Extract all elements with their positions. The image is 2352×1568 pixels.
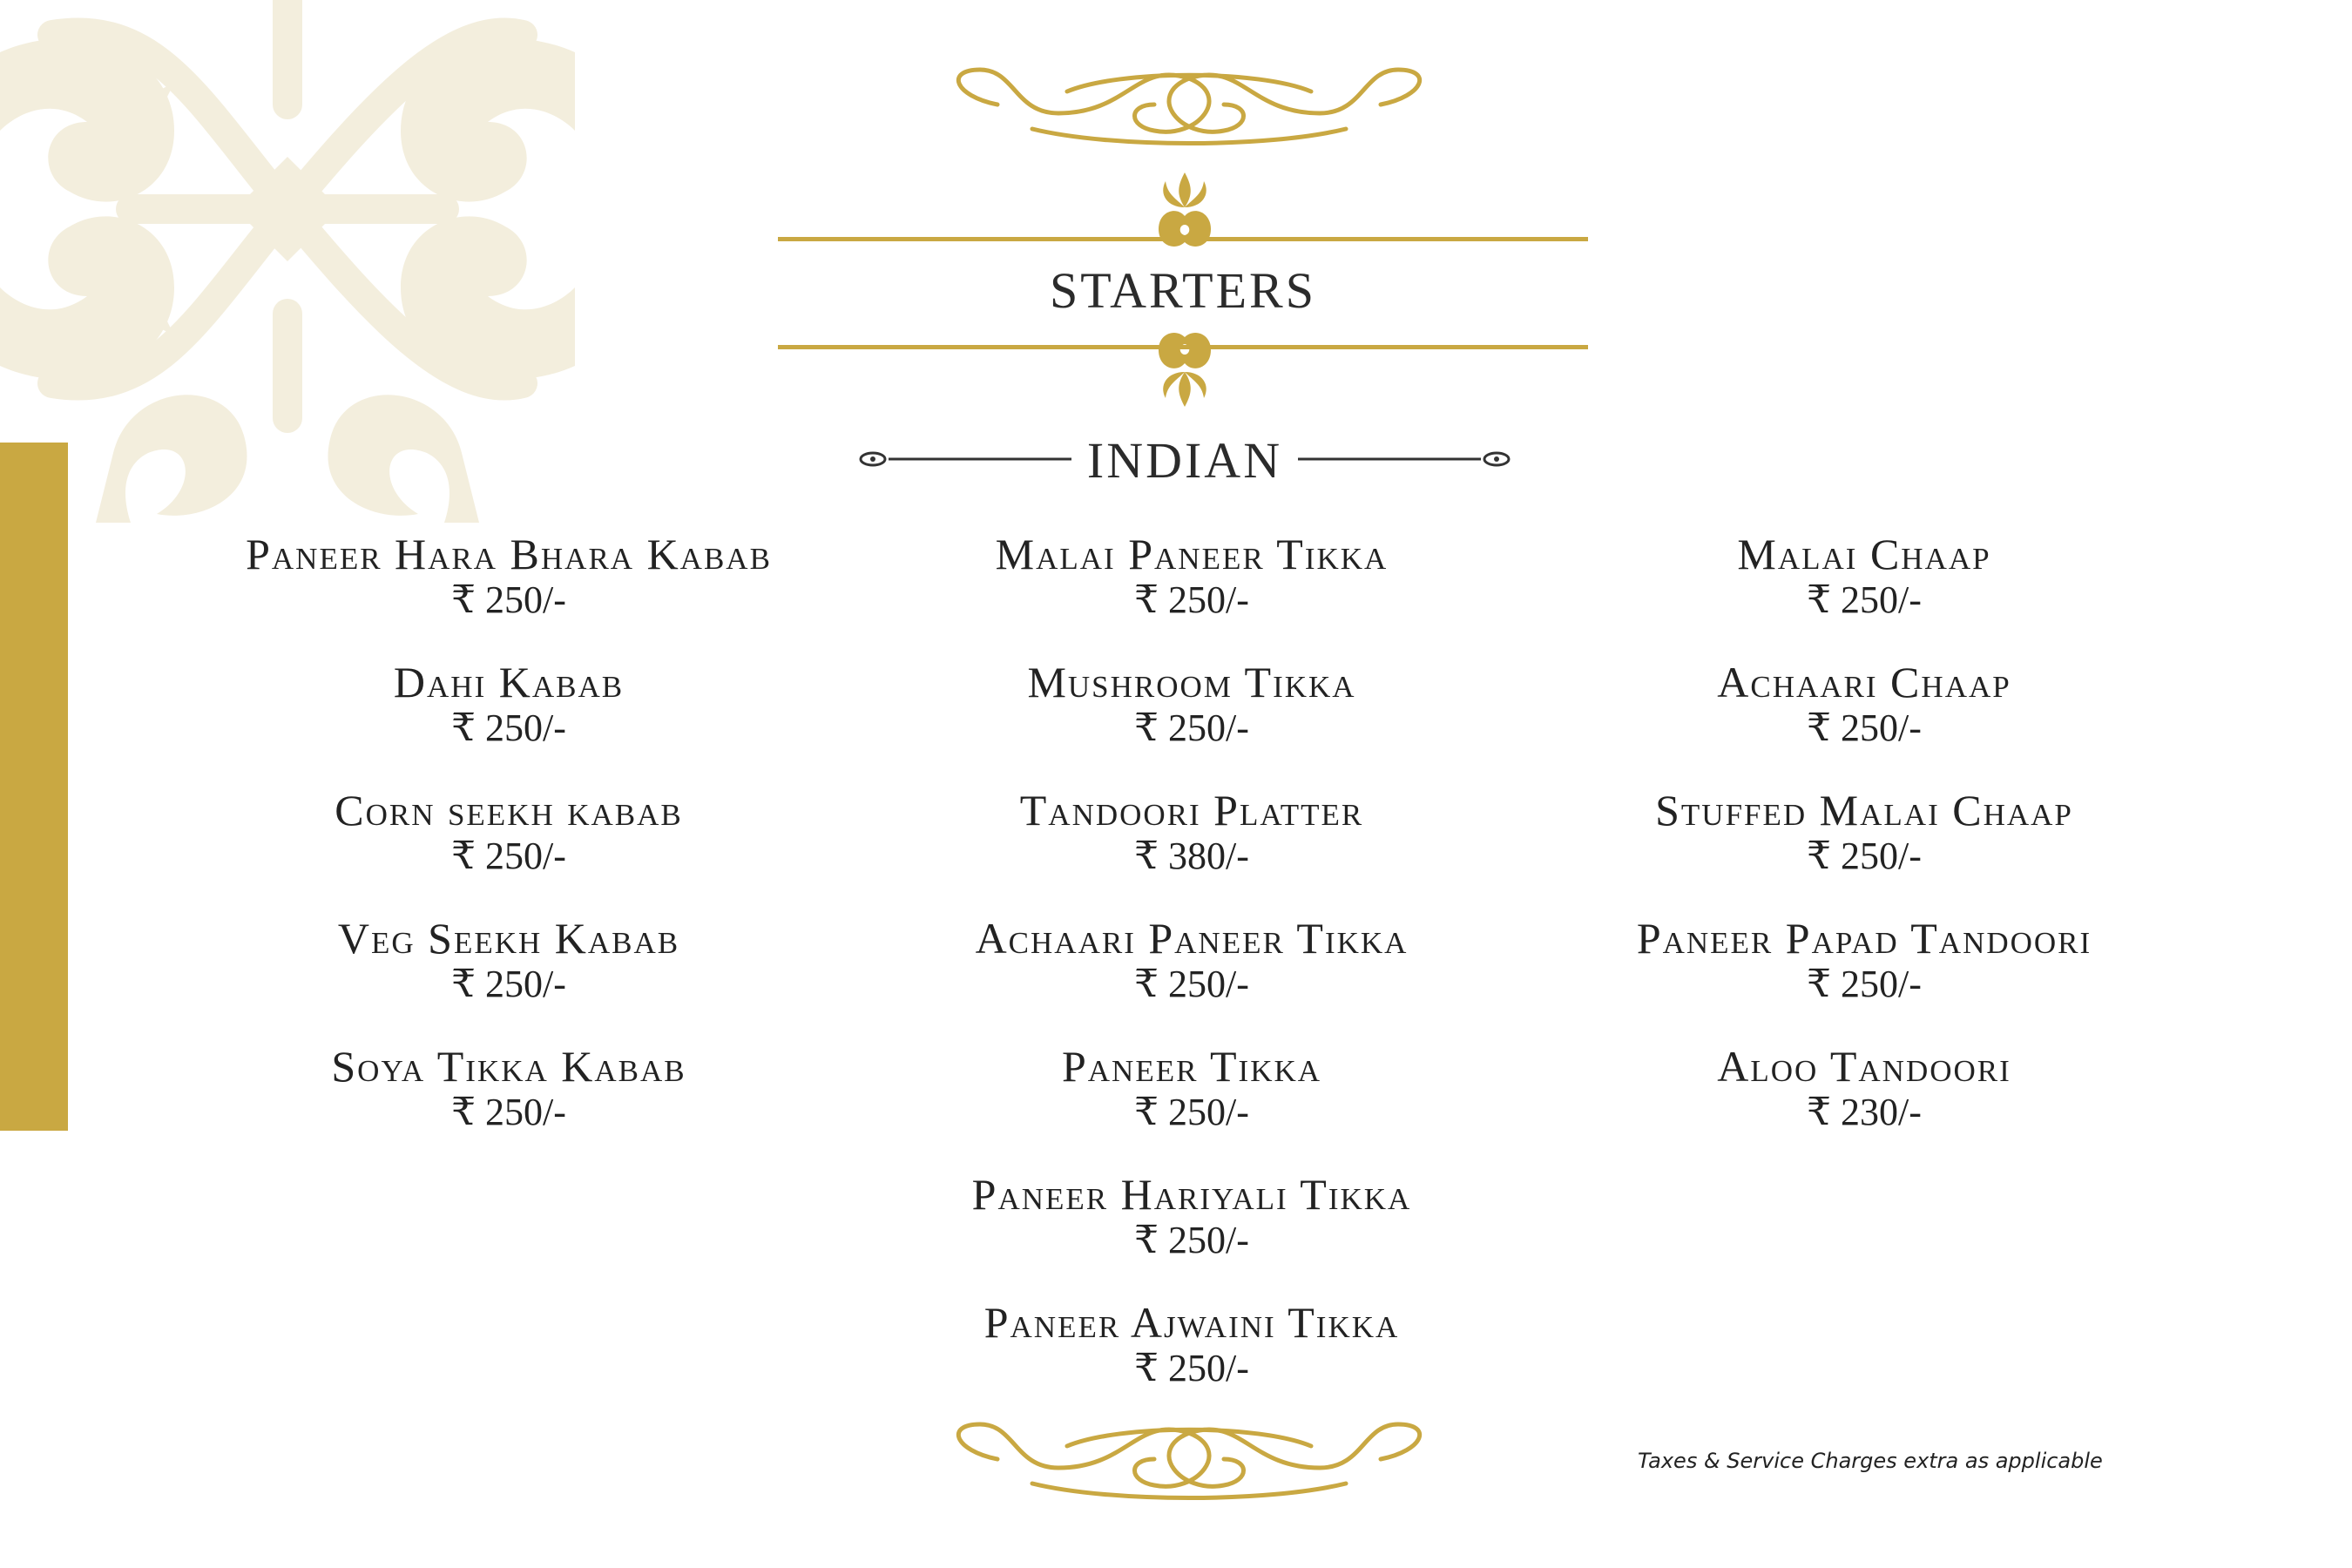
item-name: Dahi Kabab [393,658,625,706]
menu-column-3 [1516,530,2213,1170]
item-name: Tandoori Platter [1019,786,1364,835]
item-name: Veg Seekh Kabab [337,914,680,963]
item-price: ₹ 250/- [1134,1347,1249,1389]
menu-item [1516,786,2213,914]
item-price: ₹ 250/- [1134,1219,1249,1261]
item-price: ₹ 230/- [1807,1091,1922,1133]
subtitle-divider-left [854,442,1080,476]
menu-item [843,530,1540,658]
item-price: ₹ 250/- [451,835,566,877]
menu-item [843,1170,1540,1298]
menu-item [1516,530,2213,658]
menu-column-2 [843,530,1540,1426]
item-name: Aloo Tandoori [1717,1042,2011,1091]
item-name: Paneer Hariyali Tikka [971,1170,1412,1219]
item-price: ₹ 250/- [451,706,566,749]
menu-item [160,914,857,1042]
menu-item [843,658,1540,786]
item-price: ₹ 250/- [451,578,566,621]
menu-item [160,658,857,786]
menu-item [1516,658,2213,786]
item-price: ₹ 380/- [1134,835,1249,877]
menu-item [1516,914,2213,1042]
item-name: Malai Paneer Tikka [995,530,1389,578]
footer-note: Taxes & Service Charges extra as applicable [1638,1449,2103,1473]
item-price: ₹ 250/- [1134,1091,1249,1133]
item-price: ₹ 250/- [1807,706,1922,749]
subsection-title: INDIAN [1086,432,1283,489]
item-name: Paneer Papad Tandoori [1636,914,2092,963]
item-name: Soya Tikka Kabab [331,1042,686,1091]
top-flourish-ornament [936,52,1442,157]
subtitle-divider-right [1289,442,1516,476]
item-price: ₹ 250/- [451,1091,566,1133]
item-price: ₹ 250/- [1134,578,1249,621]
section-title: STARTERS [1050,262,1316,319]
menu-column-1 [160,530,857,1170]
item-name: Achaari Chaap [1717,658,2011,706]
menu-item [843,914,1540,1042]
menu-item [160,1042,857,1170]
item-name: Stuffed Malai Chaap [1655,786,2073,835]
fleur-de-lis-icon [1141,328,1228,407]
item-price: ₹ 250/- [1807,578,1922,621]
item-name: Paneer Ajwaini Tikka [983,1298,1400,1347]
left-gold-bar [0,443,68,1131]
menu-item [1516,1042,2213,1170]
menu-item [843,786,1540,914]
item-price: ₹ 250/- [1807,963,1922,1005]
item-price: ₹ 250/- [451,963,566,1005]
item-name: Paneer Tikka [1061,1042,1322,1091]
fleur-de-lis-icon [1141,172,1228,251]
bottom-flourish-ornament [936,1407,1442,1511]
menu-item [160,530,857,658]
menu-item [160,786,857,914]
item-price: ₹ 250/- [1134,963,1249,1005]
menu-item [843,1042,1540,1170]
item-name: Corn seekh kabab [335,786,683,835]
item-price: ₹ 250/- [1807,835,1922,877]
corner-knot-ornament [0,0,575,523]
item-name: Mushroom Tikka [1027,658,1356,706]
item-name: Malai Chaap [1737,530,1991,578]
item-price: ₹ 250/- [1134,706,1249,749]
item-name: Achaari Paneer Tikka [975,914,1409,963]
item-name: Paneer Hara Bhara Kabab [246,530,772,578]
